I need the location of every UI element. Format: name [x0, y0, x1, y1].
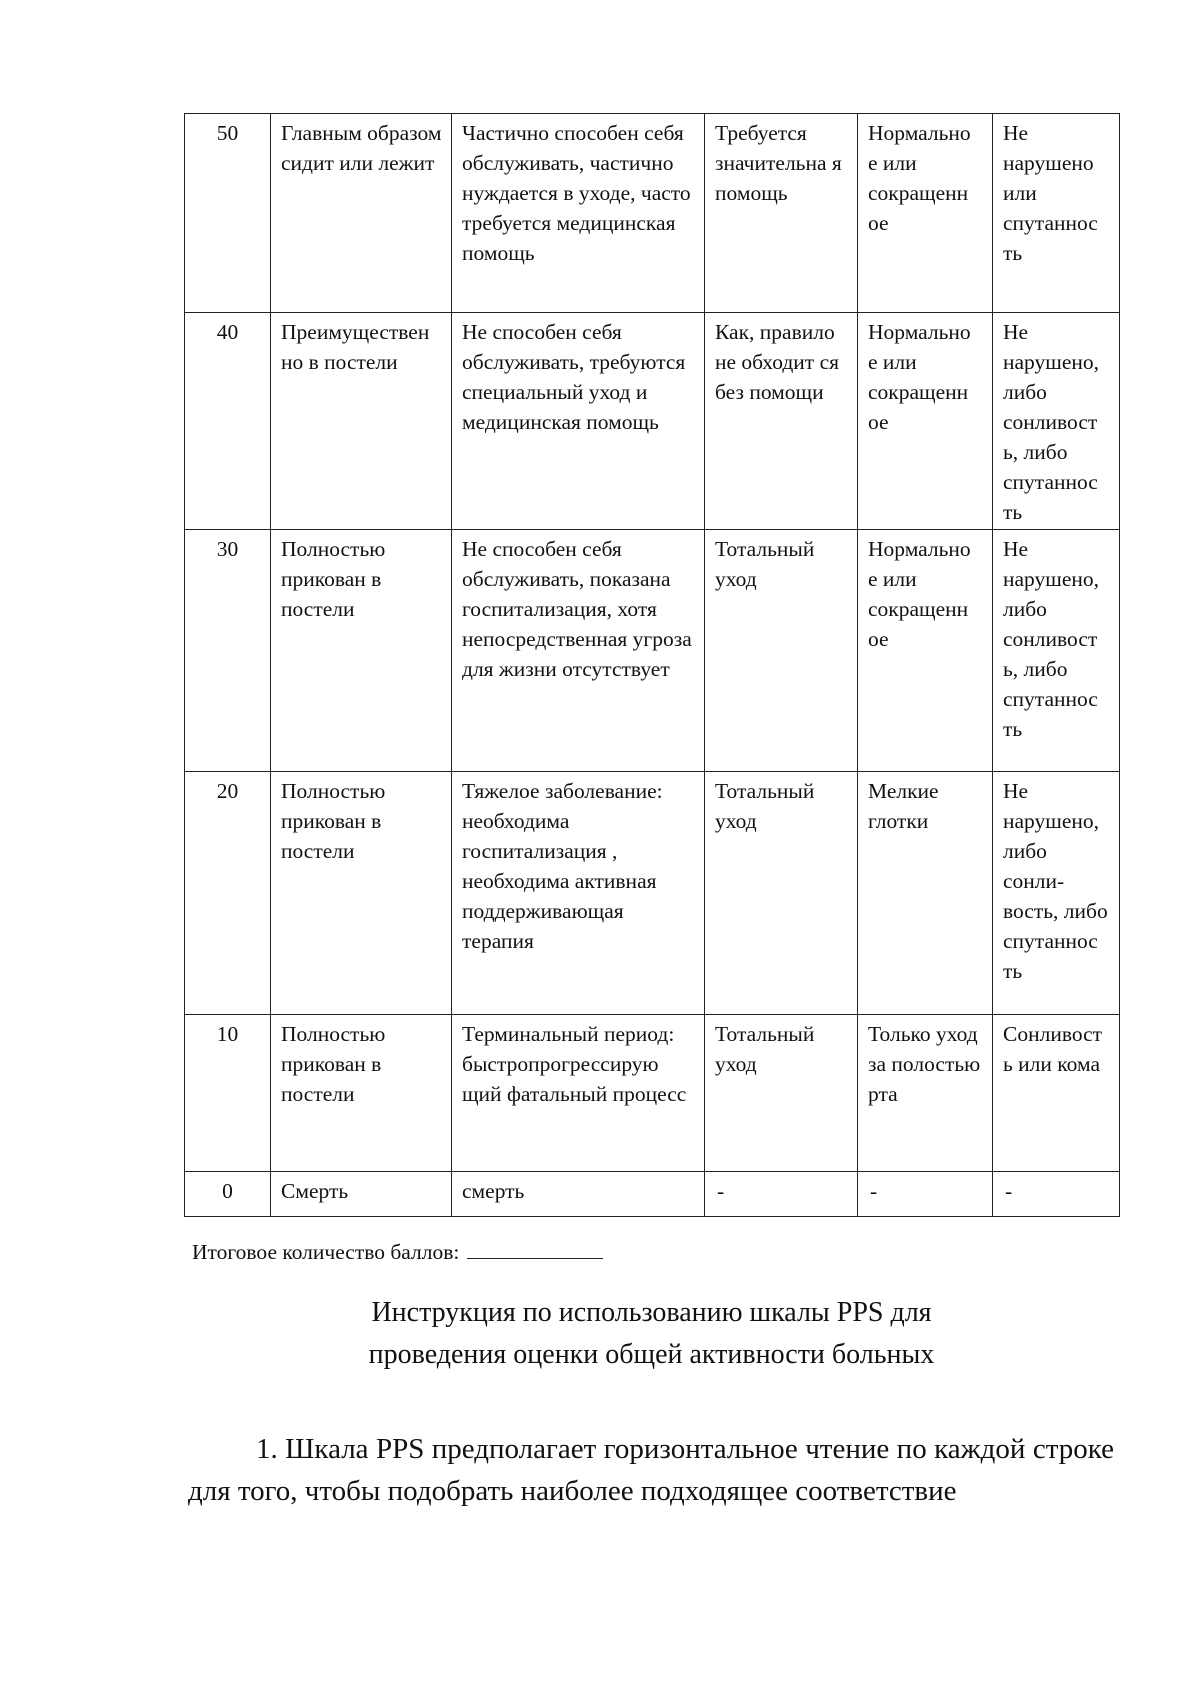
- table-row: [185, 530, 1120, 772]
- pps-scale-table: [184, 113, 1120, 1217]
- selfcare-cell: Тотальный уход: [705, 772, 858, 1015]
- consciousness-cell: Не нарушено, либо сонли- вость, либо спутаннос ть: [993, 772, 1120, 1015]
- score-cell: 0: [185, 1172, 271, 1217]
- intake-cell: Нормально е или сокращенн ое: [858, 313, 993, 530]
- instruction-title: [184, 1292, 1119, 1376]
- consciousness-cell: Не нарушено или спутаннос ть: [993, 114, 1120, 313]
- mobility-cell: Преимуществен но в постели: [271, 313, 452, 530]
- selfcare-cell: Тотальный уход: [705, 1015, 858, 1172]
- instruction-paragraph-1: 1. Шкала PPS предполагает горизонтальное чтение по каждой строке для того, чтобы подобрать наиболее подходящее соответствие: [188, 1433, 1114, 1507]
- activity-cell: смерть: [452, 1172, 705, 1217]
- mobility-cell: Полностью прикован в постели: [271, 772, 452, 1015]
- score-cell: 50: [185, 114, 271, 313]
- table-row: [185, 772, 1120, 1015]
- activity-cell: Частично способен себя обслуживать, частично нуждается в уходе, часто требуется медицинская помощь: [452, 114, 705, 313]
- score-cell: 40: [185, 313, 271, 530]
- instruction-title-line-1: Инструкция по использованию шкалы PPS для: [371, 1297, 932, 1328]
- table-row: [185, 1015, 1120, 1172]
- intake-cell: Только уход за полостью рта: [858, 1015, 993, 1172]
- intake-cell: Нормально е или сокращенн ое: [858, 114, 993, 313]
- intake-cell: Нормально е или сокращенн ое: [858, 530, 993, 772]
- score-cell: 30: [185, 530, 271, 772]
- instruction-title-line-2: проведения оценки общей активности больных: [368, 1339, 935, 1370]
- score-cell: 20: [185, 772, 271, 1015]
- mobility-cell: Полностью прикован в постели: [271, 530, 452, 772]
- selfcare-cell: Тотальный уход: [705, 530, 858, 772]
- selfcare-cell: Как, правило не обходит ся без помощи: [705, 313, 858, 530]
- selfcare-cell: -: [705, 1172, 858, 1217]
- consciousness-cell: Не нарушено, либо сонливост ь, либо спутаннос ть: [993, 530, 1120, 772]
- consciousness-cell: Не нарушено, либо сонливост ь, либо спутаннос ть: [993, 313, 1120, 530]
- intake-cell: Мелкие глотки: [858, 772, 993, 1015]
- score-cell: 10: [185, 1015, 271, 1172]
- mobility-cell: Главным образом сидит или лежит: [271, 114, 452, 313]
- table-row: [185, 313, 1120, 530]
- table-row: [185, 1172, 1120, 1217]
- table-row: [185, 114, 1120, 313]
- activity-cell: Не способен себя обслуживать, требуются специальный уход и медицинская помощь: [452, 313, 705, 530]
- activity-cell: Тяжелое заболевание: необходима госпитализация , необходима активная поддерживающая терапия: [452, 772, 705, 1015]
- selfcare-cell: Требуется значительна я помощь: [705, 114, 858, 313]
- total-score-line: [192, 1236, 603, 1267]
- consciousness-cell: -: [993, 1172, 1120, 1217]
- consciousness-cell: Сонливост ь или кома: [993, 1015, 1120, 1172]
- activity-cell: Не способен себя обслуживать, показана госпитализация, хотя непосредственная угроза для жизни отсутствует: [452, 530, 705, 772]
- total-score-blank: [467, 1236, 603, 1259]
- activity-cell: Терминальный период: быстропрогрессирую щий фатальный процесс: [452, 1015, 705, 1172]
- total-score-label: Итоговое количество баллов:: [192, 1240, 460, 1264]
- mobility-cell: Смерть: [271, 1172, 452, 1217]
- mobility-cell: Полностью прикован в постели: [271, 1015, 452, 1172]
- intake-cell: -: [858, 1172, 993, 1217]
